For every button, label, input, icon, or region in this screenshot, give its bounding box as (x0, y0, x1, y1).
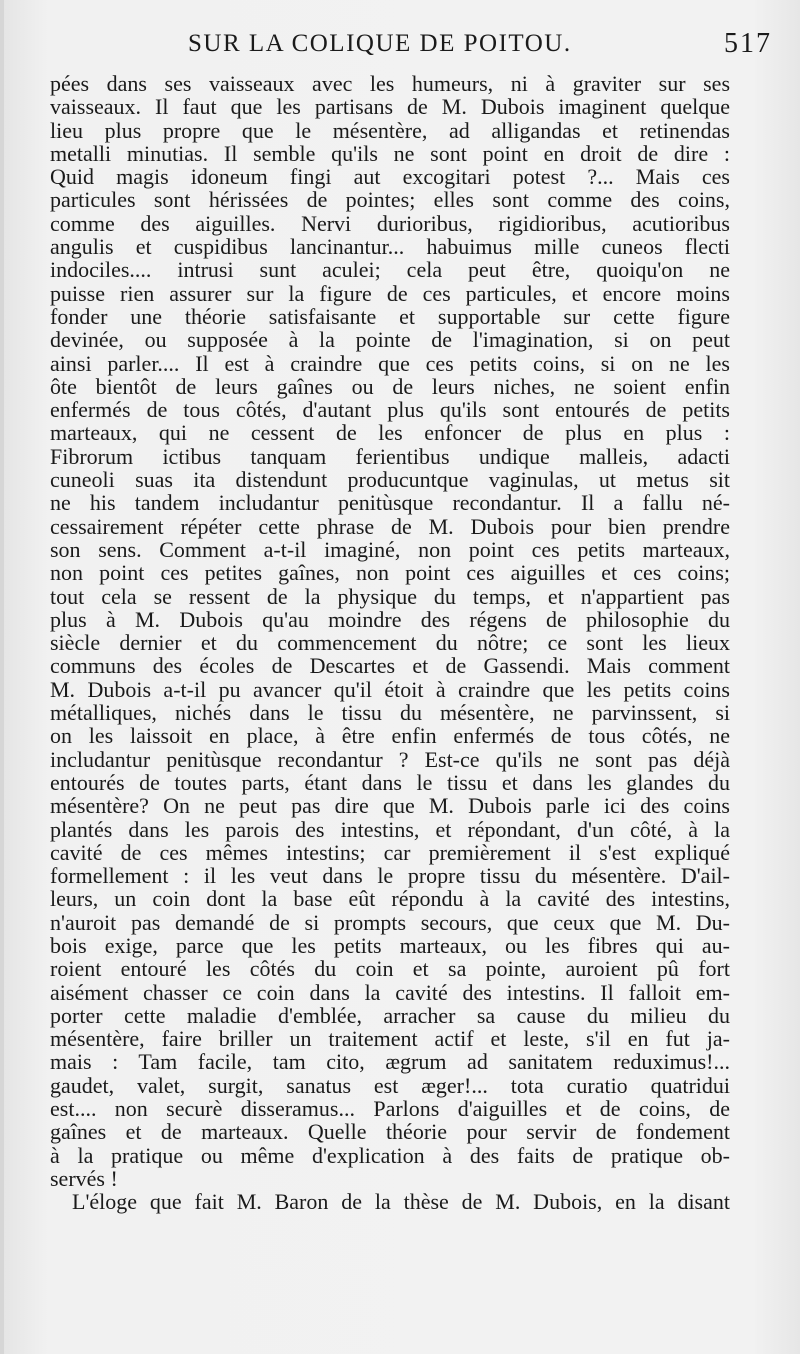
text-line: cavité de ces mêmes intestins; car premièrement il s'est expliqué (50, 839, 730, 865)
text-line: bois exige, parce que les petits marteaux, ou les fibres qui au- (50, 932, 730, 958)
text-line: mésentère? On ne peut pas dire que M. Dubois parle ici des coins (50, 793, 730, 819)
text-line: aisément chasser ce coin dans la cavité des intestins. Il falloit em- (50, 979, 730, 1005)
text-line: entourés de toutes parts, étant dans le tissu et dans les glandes du (50, 769, 730, 795)
text-line: metalli minutias. Il semble qu'ils ne sont point en droit de dire : (50, 140, 730, 166)
text-line: roient entouré les côtés du coin et sa pointe, auroient pû fort (50, 956, 730, 982)
text-line: includantur penitùsque recondantur ? Est-ce qu'ils ne sont pas déjà (50, 746, 730, 772)
text-line: ainsi parler.... Il est à craindre que ces petits coins, si on ne les (50, 350, 730, 376)
text-line: cessairement répéter cette phrase de M. Dubois pour bien prendre (50, 513, 730, 539)
text-line: cuneoli suas ita distendunt producuntque vaginulas, ut metus sit (50, 467, 730, 493)
page-header (52, 28, 772, 68)
text-line: fonder une théorie satisfaisante et supportable sur cette figure (50, 303, 730, 329)
running-title: SUR LA COLIQUE DE POITOU. (188, 30, 572, 57)
text-line: mésentère, faire briller un traitement actif et leste, s'il en fut ja- (50, 1026, 730, 1052)
text-line: marteaux, qui ne cessent de les enfoncer de plus en plus : (50, 420, 730, 446)
text-line: mais : Tam facile, tam cito, ægrum ad sanitatem reduximus!... (50, 1049, 730, 1075)
text-line: siècle dernier et du commencement du nôtre; ce sont les lieux (50, 630, 730, 656)
text-line: formellement : il les veut dans le propre tissu du mésentère. D'ail- (50, 863, 730, 889)
text-line: on les laissoit en place, à être enfin enfermés de tous côtés, ne (50, 723, 730, 749)
text-line: servés ! (50, 1165, 118, 1191)
text-line: particules sont hérissées de pointes; elles sont comme des coins, (50, 187, 730, 213)
text-line: ne his tandem includantur penitùsque recondantur. Il a fallu né- (50, 490, 730, 516)
text-line: vaisseaux. Il faut que les partisans de M. Dubois imaginent quelque (50, 94, 730, 120)
text-line: Quid magis idoneum fingi aut excogitari potest ?... Mais ces (50, 164, 730, 190)
text-line: pées dans ses vaisseaux avec les humeurs, ni à graviter sur ses (50, 71, 730, 96)
text-line: communs des écoles de Descartes et de Gassendi. Mais comment (50, 653, 730, 679)
text-line: à la pratique ou même d'explication à des faits de pratique ob- (50, 1142, 730, 1168)
text-line: leurs, un coin dont la base eût répondu à la cavité des intestins, (50, 886, 730, 912)
text-line: non point ces petites gaînes, non point ces aiguilles et ces coins; (50, 560, 730, 586)
text-line: angulis et cuspidibus lancinantur... habuimus mille cuneos flecti (50, 234, 730, 260)
page-edge (0, 0, 4, 1354)
text-line: devinée, ou supposée à la pointe de l'imagination, si on peut (50, 327, 730, 353)
body-text (50, 72, 730, 1214)
text-line: métalliques, nichés dans le tissu du mésentère, ne parvinssent, si (50, 700, 730, 726)
text-line: porter cette maladie d'emblée, arracher sa cause du milieu du (50, 1002, 730, 1028)
text-line: M. Dubois a-t-il pu avancer qu'il étoit à craindre que les petits coins (50, 676, 730, 702)
text-line: tout cela se ressent de la physique du temps, et n'appartient pas (50, 583, 730, 609)
text-line: plantés dans les parois des intestins, et répondant, d'un côté, à la (50, 816, 730, 842)
text-line: ôte bientôt de leurs gaînes ou de leurs niches, ne soient enfin (50, 373, 730, 399)
text-line: puisse rien assurer sur la figure de ces particules, et encore moins (50, 280, 730, 306)
text-line: est.... non securè disseramus... Parlons d'aiguilles et de coins, de (50, 1096, 730, 1122)
text-line: gaudet, valet, surgit, sanatus est æger!... tota curatio quatridui (50, 1072, 730, 1098)
text-line: n'auroit pas demandé de si prompts secours, que ceux que M. Du- (50, 909, 730, 935)
text-line: Fibrorum ictibus tanquam ferientibus undique malleis, adacti (50, 443, 730, 469)
text-line: L'éloge que fait M. Baron de la thèse de M. Dubois, en la disant (72, 1189, 730, 1215)
text-line: lieu plus propre que le mésentère, ad alligandas et retinendas (50, 117, 730, 143)
text-line: son sens. Comment a-t-il imaginé, non point ces petits marteaux, (50, 536, 730, 562)
text-line: plus à M. Dubois qu'au moindre des régens de philosophie du (50, 606, 730, 632)
text-line: comme des aiguilles. Nervi durioribus, rigidioribus, acutioribus (50, 210, 730, 236)
text-line: indociles.... intrusi sunt aculei; cela peut être, quoiqu'on ne (50, 257, 730, 283)
page-number: 517 (724, 28, 772, 59)
text-line: gaînes et de marteaux. Quelle théorie pour servir de fondement (50, 1119, 730, 1145)
text-line: enfermés de tous côtés, d'autant plus qu'ils sont entourés de petits (50, 397, 730, 423)
